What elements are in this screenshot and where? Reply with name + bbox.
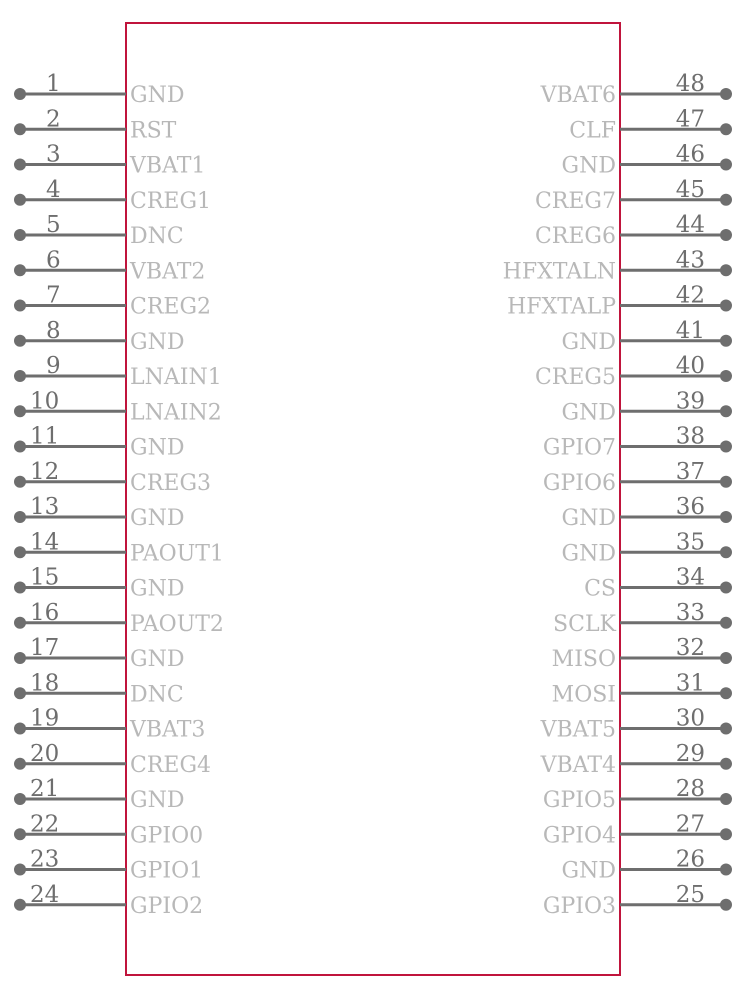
pin-endpoint-dot bbox=[720, 194, 732, 206]
pin-endpoint-dot bbox=[720, 511, 732, 523]
pin-number: 5 bbox=[46, 212, 61, 238]
pin-12 bbox=[14, 459, 211, 496]
pin-name-label: GND bbox=[561, 400, 616, 426]
pin-endpoint-dot bbox=[14, 441, 26, 453]
pin-number: 28 bbox=[675, 776, 705, 802]
pin-35 bbox=[562, 529, 732, 566]
pin-endpoint-dot bbox=[720, 476, 732, 488]
pin-32 bbox=[552, 635, 732, 672]
pin-endpoint-dot bbox=[14, 793, 26, 805]
pin-name-label: VBAT4 bbox=[540, 752, 616, 778]
pin-name-label: GND bbox=[561, 153, 616, 179]
pin-endpoint-dot bbox=[14, 758, 26, 770]
pin-1 bbox=[14, 71, 184, 108]
pin-number: 9 bbox=[46, 353, 61, 379]
pin-endpoint-dot bbox=[14, 194, 26, 206]
pin-endpoint-dot bbox=[720, 159, 732, 171]
pin-10 bbox=[14, 388, 222, 425]
pin-number: 25 bbox=[675, 881, 705, 908]
pin-37 bbox=[543, 459, 732, 496]
pin-number: 32 bbox=[675, 635, 705, 661]
pin-13 bbox=[14, 494, 184, 531]
pin-endpoint-dot bbox=[14, 723, 26, 735]
pin-endpoint-dot bbox=[14, 264, 26, 276]
pin-endpoint-dot bbox=[720, 582, 732, 594]
pin-number: 23 bbox=[30, 846, 60, 873]
pin-endpoint-dot bbox=[14, 300, 26, 312]
pin-name-label: CLF bbox=[569, 118, 616, 144]
pin-name-label: GPIO4 bbox=[542, 823, 616, 849]
pin-name-label: GND bbox=[130, 329, 185, 355]
pin-number: 43 bbox=[675, 247, 705, 274]
pin-2 bbox=[14, 106, 177, 143]
pin-number: 36 bbox=[675, 494, 705, 520]
pin-endpoint-dot bbox=[720, 758, 732, 770]
pin-endpoint-dot bbox=[720, 264, 732, 276]
pin-endpoint-dot bbox=[720, 793, 732, 805]
pin-number: 12 bbox=[30, 458, 60, 485]
pin-number: 15 bbox=[30, 564, 60, 591]
pin-endpoint-dot bbox=[720, 123, 732, 135]
pin-number: 30 bbox=[675, 705, 705, 732]
pin-endpoint-dot bbox=[14, 123, 26, 135]
pin-endpoint-dot bbox=[720, 335, 732, 347]
pin-number: 4 bbox=[46, 176, 61, 203]
pin-name-label: VBAT3 bbox=[130, 717, 206, 743]
pin-11 bbox=[14, 424, 184, 461]
pin-endpoint-dot bbox=[14, 652, 26, 664]
pin-27 bbox=[543, 811, 732, 848]
pin-name-label: GND bbox=[130, 506, 185, 531]
pin-endpoint-dot bbox=[14, 476, 26, 488]
pin-number: 44 bbox=[675, 212, 705, 238]
pin-number: 48 bbox=[675, 71, 705, 97]
pin-34 bbox=[584, 565, 732, 602]
pin-number: 29 bbox=[675, 740, 705, 767]
pin-name-label: CREG5 bbox=[534, 365, 616, 390]
pin-endpoint-dot bbox=[720, 899, 732, 911]
pin-number: 21 bbox=[30, 776, 60, 802]
pin-41 bbox=[562, 318, 732, 355]
pin-18 bbox=[14, 670, 184, 707]
pin-name-label: CREG7 bbox=[534, 188, 616, 214]
pin-16 bbox=[14, 600, 224, 637]
pin-endpoint-dot bbox=[14, 370, 26, 382]
pin-name-label: CREG2 bbox=[130, 294, 212, 320]
pin-name-label: GPIO0 bbox=[130, 823, 204, 849]
pin-name-label: CS bbox=[584, 576, 616, 602]
pin-name-label: CREG1 bbox=[130, 188, 212, 214]
pin-5 bbox=[14, 212, 184, 249]
pin-name-label: GPIO7 bbox=[542, 435, 616, 461]
pin-name-label: CREG3 bbox=[130, 470, 212, 496]
pin-number: 31 bbox=[675, 670, 705, 697]
pin-name-label: SCLK bbox=[553, 611, 616, 637]
pin-14 bbox=[14, 529, 224, 566]
pin-name-label: GPIO3 bbox=[542, 893, 616, 919]
pin-8 bbox=[14, 318, 184, 355]
pin-endpoint-dot bbox=[720, 687, 732, 699]
pin-name-label: VBAT1 bbox=[130, 153, 206, 179]
pin-31 bbox=[552, 670, 732, 707]
pin-name-label: HFXTALP bbox=[507, 294, 616, 320]
pin-19 bbox=[14, 706, 205, 743]
pin-number: 27 bbox=[675, 811, 705, 838]
pin-47 bbox=[569, 106, 732, 143]
pin-number: 14 bbox=[30, 529, 60, 556]
pin-name-label: MOSI bbox=[551, 682, 616, 708]
pin-name-label: CREG4 bbox=[130, 752, 212, 778]
pin-46 bbox=[562, 142, 732, 179]
pin-endpoint-dot bbox=[14, 335, 26, 347]
pin-48 bbox=[540, 71, 732, 108]
pin-name-label: GPIO1 bbox=[130, 858, 204, 884]
pin-name-label: LNAIN2 bbox=[130, 400, 222, 426]
pin-name-label: GPIO2 bbox=[130, 893, 204, 919]
pin-endpoint-dot bbox=[720, 828, 732, 840]
pin-number: 47 bbox=[675, 106, 705, 133]
pin-name-label: GND bbox=[130, 435, 185, 461]
pin-endpoint-dot bbox=[720, 370, 732, 382]
pin-30 bbox=[540, 706, 732, 743]
pin-endpoint-dot bbox=[14, 828, 26, 840]
pin-number: 39 bbox=[675, 388, 705, 415]
pin-22 bbox=[14, 811, 203, 848]
pin-15 bbox=[14, 565, 184, 602]
pin-endpoint-dot bbox=[14, 582, 26, 594]
pin-endpoint-dot bbox=[720, 864, 732, 876]
pin-number: 41 bbox=[675, 317, 705, 344]
pin-number: 7 bbox=[46, 282, 61, 309]
pin-7 bbox=[14, 283, 211, 320]
pin-name-label: DNC bbox=[130, 224, 184, 249]
pin-name-label: GPIO6 bbox=[542, 470, 616, 496]
pin-name-label: GND bbox=[130, 788, 185, 813]
pin-20 bbox=[14, 741, 211, 778]
pin-number: 18 bbox=[30, 670, 60, 697]
pin-number: 46 bbox=[675, 141, 705, 168]
pin-endpoint-dot bbox=[720, 300, 732, 312]
pin-23 bbox=[14, 847, 203, 884]
pin-name-label: GPIO5 bbox=[542, 788, 616, 813]
pin-endpoint-dot bbox=[14, 229, 26, 241]
pin-number: 19 bbox=[30, 705, 60, 732]
pin-number: 24 bbox=[30, 881, 60, 908]
pin-number: 3 bbox=[46, 141, 61, 168]
pin-number: 11 bbox=[30, 423, 60, 450]
pin-36 bbox=[562, 494, 732, 531]
pin-endpoint-dot bbox=[720, 441, 732, 453]
pin-6 bbox=[14, 247, 205, 284]
pin-17 bbox=[14, 635, 184, 672]
pin-name-label: CREG6 bbox=[534, 224, 616, 249]
pin-25 bbox=[543, 882, 732, 919]
pin-name-label: PAOUT2 bbox=[130, 611, 224, 637]
pin-endpoint-dot bbox=[720, 617, 732, 629]
pin-24 bbox=[14, 882, 203, 919]
pin-name-label: VBAT2 bbox=[130, 259, 206, 285]
pin-number: 37 bbox=[675, 458, 705, 485]
pin-28 bbox=[543, 776, 732, 813]
pin-number: 35 bbox=[675, 529, 705, 556]
pin-name-label: GND bbox=[561, 329, 616, 355]
pin-name-label: HFXTALN bbox=[502, 259, 616, 285]
pin-33 bbox=[553, 600, 732, 637]
pin-number: 2 bbox=[46, 106, 61, 133]
pin-number: 20 bbox=[30, 740, 60, 767]
pin-endpoint-dot bbox=[14, 405, 26, 417]
pin-9 bbox=[14, 353, 222, 390]
pin-number: 13 bbox=[30, 494, 60, 520]
pin-29 bbox=[540, 741, 732, 778]
pin-number: 16 bbox=[30, 599, 60, 626]
pin-number: 38 bbox=[675, 423, 705, 450]
pin-endpoint-dot bbox=[720, 546, 732, 558]
pin-endpoint-dot bbox=[720, 723, 732, 735]
pin-number: 8 bbox=[46, 317, 61, 344]
pin-4 bbox=[14, 177, 211, 214]
pin-26 bbox=[562, 847, 732, 884]
pin-name-label: RST bbox=[130, 118, 177, 144]
pin-endpoint-dot bbox=[14, 864, 26, 876]
pin-number: 17 bbox=[30, 635, 60, 661]
pin-endpoint-dot bbox=[14, 899, 26, 911]
pin-name-label: GND bbox=[130, 576, 185, 602]
pin-endpoint-dot bbox=[14, 687, 26, 699]
pin-name-label: GND bbox=[130, 647, 185, 672]
pin-3 bbox=[14, 142, 205, 179]
pin-name-label: MISO bbox=[551, 647, 616, 672]
pin-38 bbox=[543, 424, 732, 461]
pin-endpoint-dot bbox=[14, 546, 26, 558]
pin-endpoint-dot bbox=[14, 511, 26, 523]
pin-name-label: VBAT5 bbox=[540, 717, 616, 743]
pin-name-label: GND bbox=[561, 858, 616, 884]
pin-number: 33 bbox=[675, 599, 705, 626]
left-pin-column bbox=[14, 71, 224, 919]
pin-name-label: VBAT6 bbox=[540, 83, 616, 108]
pin-number: 40 bbox=[675, 353, 705, 379]
pin-name-label: GND bbox=[130, 83, 185, 108]
pin-endpoint-dot bbox=[720, 88, 732, 100]
pin-number: 45 bbox=[675, 176, 705, 203]
pin-name-label: LNAIN1 bbox=[130, 365, 222, 390]
pin-number: 1 bbox=[46, 71, 61, 97]
pin-name-label: DNC bbox=[130, 682, 184, 708]
pin-endpoint-dot bbox=[14, 159, 26, 171]
pin-number: 34 bbox=[675, 564, 705, 591]
pin-number: 6 bbox=[46, 247, 61, 274]
right-pin-column bbox=[503, 71, 732, 919]
pin-endpoint-dot bbox=[14, 617, 26, 629]
pin-endpoint-dot bbox=[720, 405, 732, 417]
pin-number: 22 bbox=[30, 811, 60, 838]
pin-40 bbox=[535, 353, 732, 390]
pin-endpoint-dot bbox=[14, 88, 26, 100]
pin-number: 26 bbox=[675, 846, 705, 873]
pin-45 bbox=[535, 177, 732, 214]
pin-name-label: GND bbox=[561, 541, 616, 567]
pin-number: 10 bbox=[30, 388, 60, 415]
pin-21 bbox=[14, 776, 184, 813]
pin-endpoint-dot bbox=[720, 652, 732, 664]
pin-number: 42 bbox=[675, 282, 705, 309]
pin-endpoint-dot bbox=[720, 229, 732, 241]
pin-name-label: PAOUT1 bbox=[130, 541, 224, 567]
pin-44 bbox=[535, 212, 732, 249]
pin-43 bbox=[503, 247, 732, 284]
pin-39 bbox=[562, 388, 732, 425]
pin-name-label: GND bbox=[561, 506, 616, 531]
